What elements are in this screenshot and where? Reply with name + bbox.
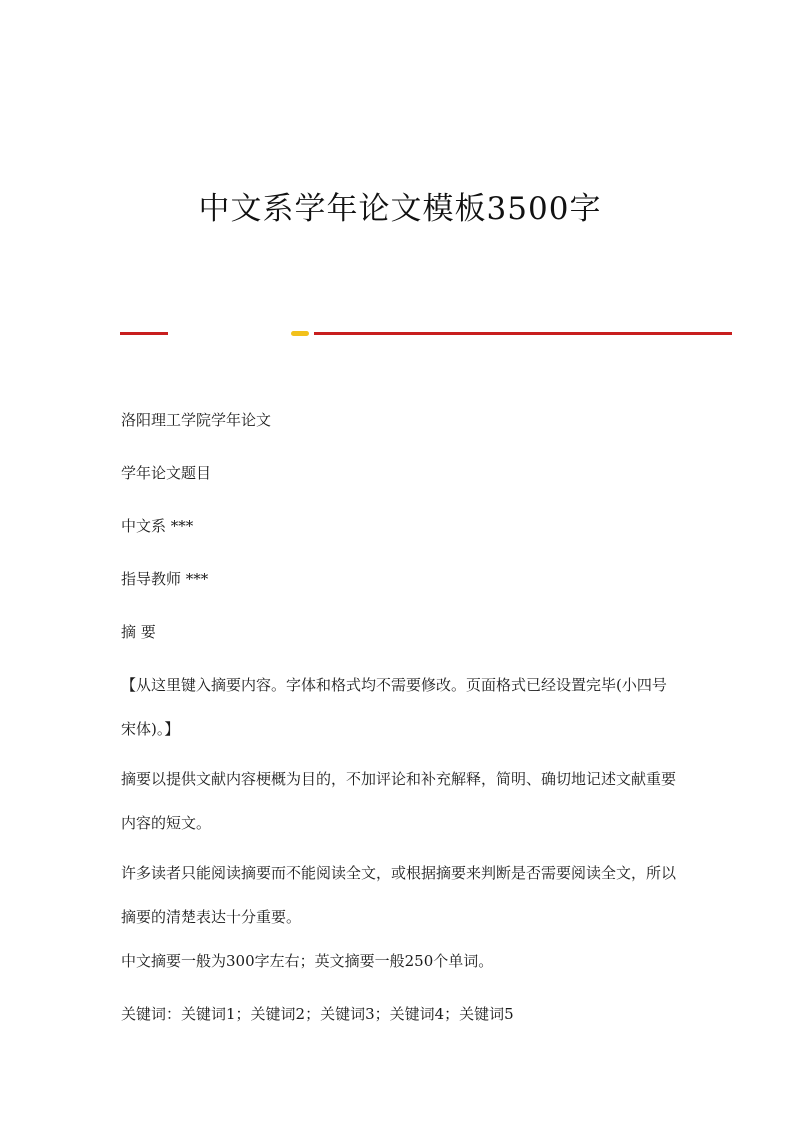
- title-divider: [120, 330, 732, 336]
- keywords-line: 关键词：关键词1；关键词2；关键词3；关键词4；关键词5: [121, 1005, 514, 1023]
- department-line: 中文系 ***: [121, 517, 194, 535]
- abstract-instruction: 【从这里键入摘要内容。字体和格式均不需要修改。页面格式已经设置完毕(小四号宋体)。】: [121, 676, 667, 738]
- school-name: 洛阳理工学院学年论文: [121, 411, 272, 429]
- page-title: 中文系学年论文模板3500字: [198, 191, 602, 227]
- divider-rule-left: [120, 332, 168, 335]
- advisor-line: 指导教师 ***: [121, 570, 209, 588]
- abstract-paragraph-2: 许多读者只能阅读摘要而不能阅读全文，或根据摘要来判断是否需要阅读全文，所以摘要的清楚表达十分重要。: [121, 864, 677, 926]
- abstract-paragraph-1: 摘要以提供文献内容梗概为目的，不加评论和补充解释，简明、确切地记述文献重要内容的短文。: [121, 770, 677, 832]
- divider-rule-right: [314, 332, 732, 335]
- divider-ornament: [291, 331, 309, 336]
- abstract-heading: 摘 要: [121, 623, 156, 641]
- abstract-length-note: 中文摘要一般为300字左右；英文摘要一般250个单词。: [121, 952, 494, 970]
- document-body: [121, 404, 681, 1051]
- thesis-title-label: 学年论文题目: [121, 464, 212, 482]
